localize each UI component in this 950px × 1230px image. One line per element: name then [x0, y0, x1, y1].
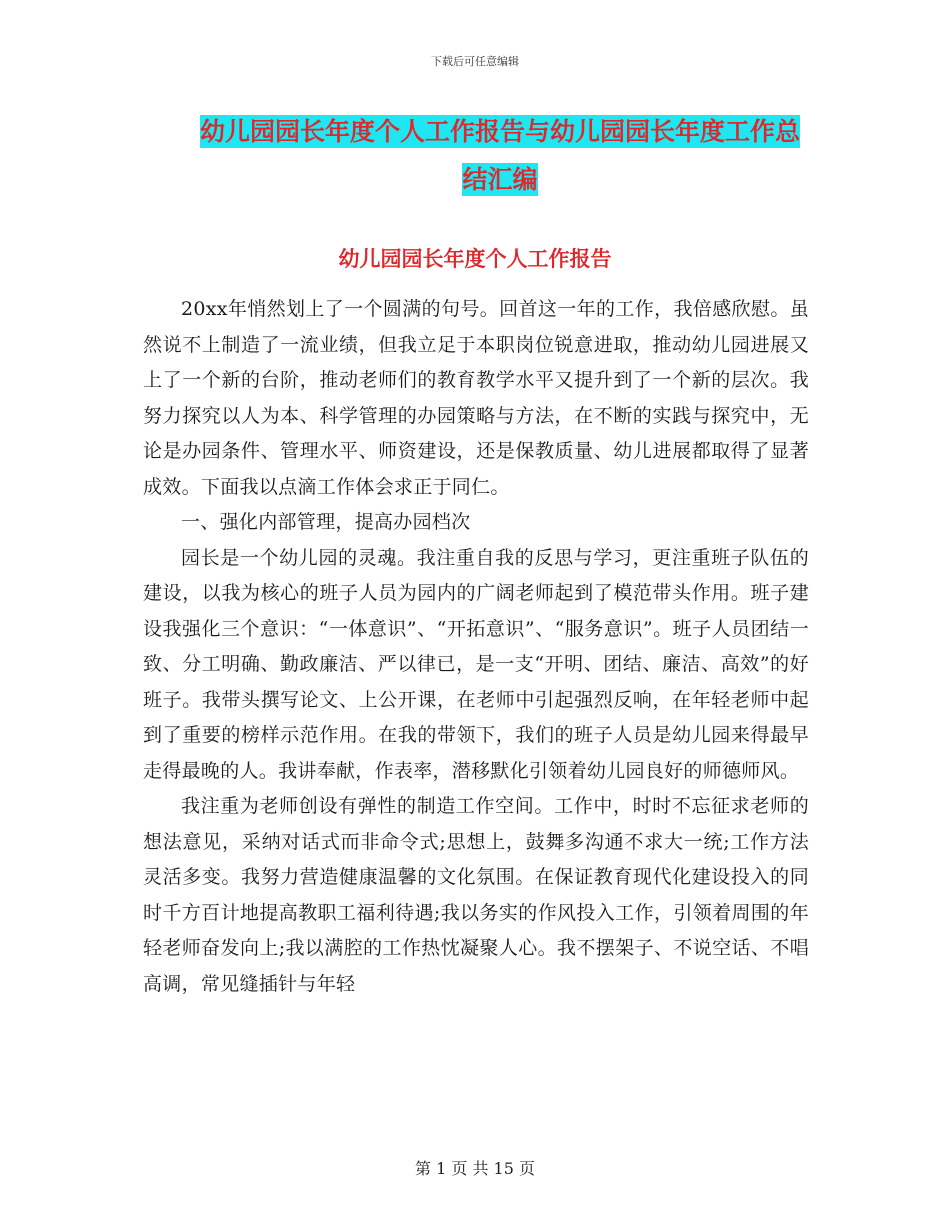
body-text — [143, 292, 809, 1002]
document-title — [190, 108, 810, 204]
page-footer: 第 1 页 共 15 页 — [415, 1159, 535, 1178]
paragraph: 园长是一个幼儿园的灵魂。我注重自我的反思与学习，更注重班子队伍的建设，以我为核心的班子人员为园内的广阔老师起到了模范带头作用。班子建设我强化三个意识：“一体意识”、“开拓意识”、“服务意识”。班子人员团结一致、分工明确、勤政廉洁、严以律已，是一支“开明、团结、廉洁、高效”的好班子。我带头撰写论文、上公开课，在老师中引起强烈反响，在年轻老师中起到了重要的榜样示范作用。在我的带领下，我们的班子人员是幼儿园来得最早走得最晚的人。我讲奉献，作表率，潜移默化引领着幼儿园良好的师德师风。 — [143, 546, 809, 782]
paragraph: 20xx年悄然划上了一个圆满的句号。回首这一年的工作，我倍感欣慰。虽然说不上制造了一流业绩，但我立足于本职岗位锐意进取，推动幼儿园进展又上了一个新的台阶，推动老师们的教育教学水平又提升到了一个新的层次。我努力探究以人为本、科学管理的办园策略与方法，在不断的实践与探究中，无论是办园条件、管理水平、师资建设，还是保教质量、幼儿进展都取得了显著成效。下面我以点滴工作体会求正于同仁。 — [143, 298, 809, 498]
section-heading: 一、强化内部管理，提高办园档次 — [181, 511, 471, 533]
paragraph: 我注重为老师创设有弹性的制造工作空间。工作中，时时不忘征求老师的想法意见，采纳对话式而非命令式;思想上，鼓舞多沟通不求大一统;工作方法灵活多变。我努力营造健康温馨的文化氛围。在保证教育现代化建设投入的同时千方百计地提高教职工福利待遇;我以务实的作风投入工作，引领着周围的年轻老师奋发向上;我以满腔的工作热忱凝聚人心。我不摆架子、不说空话、不唱高调，常见缝插针与年轻 — [143, 795, 809, 995]
document-title-text: 幼儿园园长年度个人工作报告与幼儿园园长年度工作总结汇编 — [199, 117, 800, 194]
header-note: 下载后可任意编辑 — [431, 55, 519, 68]
section-title: 幼儿园园长年度个人工作报告 — [338, 247, 612, 271]
